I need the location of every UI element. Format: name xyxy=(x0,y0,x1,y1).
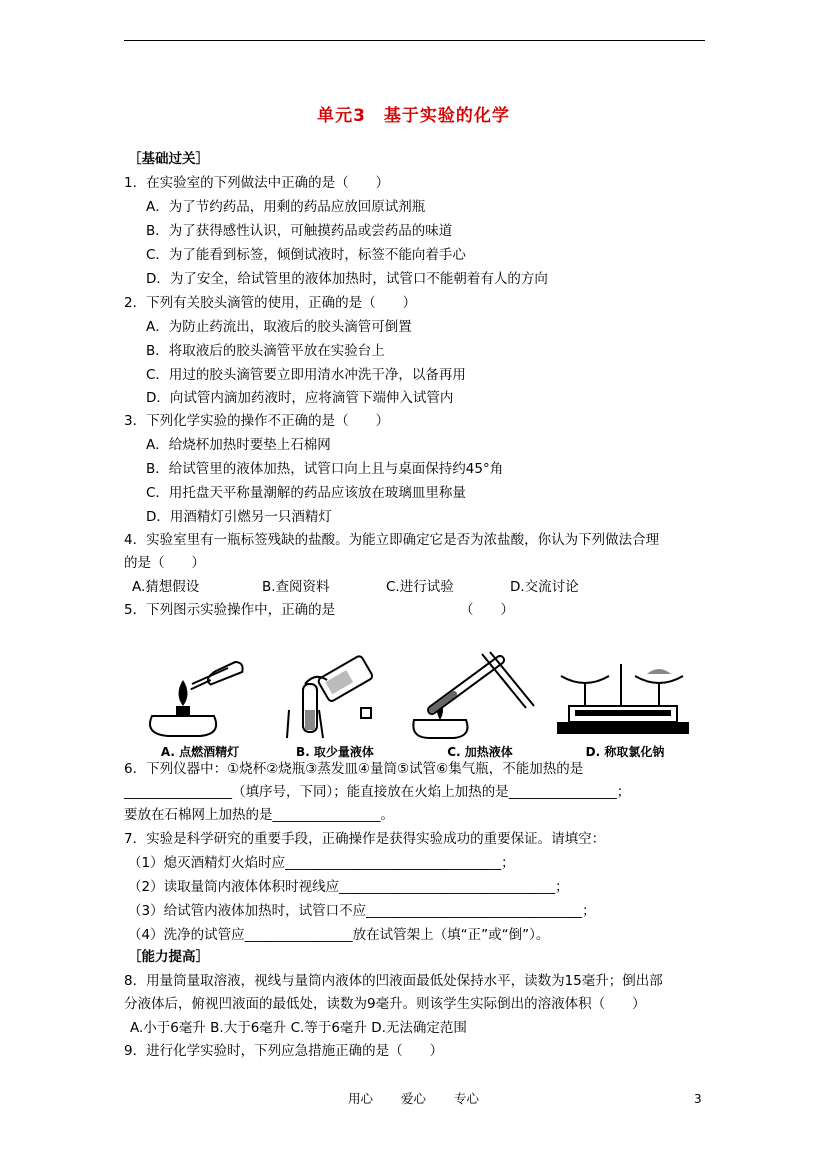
q5-stem: 5．下列图示实验操作中，正确的是 xyxy=(124,602,336,618)
q9-stem: 9．进行化学实验时，下列应急措施正确的是（ ） xyxy=(124,1043,444,1059)
q8-line1: 8．用量筒量取溶液，视线与量筒内液体的凹液面最低处保持水平，读数为15毫升；倒出部 xyxy=(124,973,663,989)
q2-option-a: A．为防止药流出，取液后的胶头滴管可倒置 xyxy=(146,319,412,335)
section-advanced: ［能力提高］ xyxy=(128,949,209,965)
q8-line2: 分液体后，俯视凹液面的最低处，读数为9毫升。则该学生实际倒出的溶液体积（ ） xyxy=(124,996,646,1012)
figure-caption-c: C. 加热液体 xyxy=(447,745,513,759)
q4-option-c: C.进行试验 xyxy=(386,579,454,595)
q1-stem: 1．在实验室的下列做法中正确的是（ ） xyxy=(124,175,390,191)
q1-option-d: D．为了安全，给试管里的液体加热时，试管口不能朝着有人的方向 xyxy=(146,271,548,287)
page-title: 单元3 基于实验的化学 xyxy=(317,106,510,126)
q3-stem: 3．下列化学实验的操作不正确的是（ ） xyxy=(124,413,390,429)
figure-caption-b: B. 取少量液体 xyxy=(296,745,374,759)
figure-caption-d: D. 称取氯化钠 xyxy=(585,745,665,759)
q1-option-a: A．为了节约药品，用剩的药品应放回原试剂瓶 xyxy=(146,199,426,215)
q5-figures xyxy=(130,650,705,760)
q7-item-2: （2）读取量筒内液体体积时视线应________________________________； xyxy=(128,879,569,895)
footer-text-2: 爱心 xyxy=(400,1091,426,1106)
q1-option-b: B．为了获得感性认识，可触摸药品或尝药品的味道 xyxy=(146,223,453,239)
q7-item-4: （4）洗净的试管应________________放在试管架上（填“正”或“倒”）。 xyxy=(128,927,550,943)
figure-take-liquid xyxy=(265,650,405,760)
q3-option-c: C．用托盘天平称量潮解的药品应该放在玻璃皿里称量 xyxy=(146,485,466,501)
page-number: 3 xyxy=(694,1092,702,1106)
q4-stem-line1: 4．实验室里有一瓶标签残缺的盐酸。为能立即确定它是否为浓盐酸，你认为下列做法合理 xyxy=(124,532,660,548)
q1-option-c: C．为了能看到标签，倾倒试液时，标签不能向着手心 xyxy=(146,247,466,263)
q6-line3: 要放在石棉网上加热的是________________。 xyxy=(124,807,394,823)
q6-line2: ________________（填序号，下同）；能直接放在火焰上加热的是________________； xyxy=(124,784,631,800)
q7-item-1: （1）熄灭酒精灯火焰时应________________________________； xyxy=(128,855,515,871)
header-rule xyxy=(124,40,705,41)
footer-text-3: 专心 xyxy=(453,1091,479,1106)
q4-option-a: A.猜想假设 xyxy=(132,579,200,595)
q4-stem-line2: 的是（ ） xyxy=(124,555,205,571)
q3-option-b: B．给试管里的液体加热，试管口向上且与桌面保持约45°角 xyxy=(146,461,504,477)
q4-option-d: D.交流讨论 xyxy=(510,579,579,595)
footer-text-1: 用心 xyxy=(347,1091,373,1106)
q2-option-b: B．将取液后的胶头滴管平放在实验台上 xyxy=(146,343,385,359)
q7-item-3: （3）给试管内液体加热时，试管口不应________________________________； xyxy=(128,903,596,919)
figure-weigh-nacl xyxy=(555,650,695,760)
q2-option-d: D．向试管内滴加药液时，应将滴管下端伸入试管内 xyxy=(146,390,454,406)
q3-option-a: A．给烧杯加热时要垫上石棉网 xyxy=(146,437,331,453)
q3-option-d: D．用酒精灯引燃另一只酒精灯 xyxy=(146,509,332,525)
q2-option-c: C．用过的胶头滴管要立即用清水冲洗干净，以备再用 xyxy=(146,367,466,383)
figure-caption-a: A. 点燃酒精灯 xyxy=(160,745,240,759)
figure-light-lamp xyxy=(130,650,270,760)
q8-options: A.小于6毫升 B.大于6毫升 C.等于6毫升 D.无法确定范围 xyxy=(130,1020,467,1036)
q2-stem: 2．下列有关胶头滴管的使用，正确的是（ ） xyxy=(124,295,417,311)
section-basic: ［基础过关］ xyxy=(128,151,209,167)
page-footer xyxy=(0,1089,827,1107)
figure-heat-liquid xyxy=(410,650,550,760)
q6-line1: 6．下列仪器中：①烧杯②烧瓶③蒸发皿④量筒⑤试管⑥集气瓶，不能加热的是 xyxy=(124,761,584,777)
q7-stem: 7．实验是科学研究的重要手段，正确操作是获得实验成功的重要保证。请填空： xyxy=(124,831,606,847)
q5-answer-paren: （ ） xyxy=(460,602,514,618)
q4-option-b: B.查阅资料 xyxy=(262,579,330,595)
